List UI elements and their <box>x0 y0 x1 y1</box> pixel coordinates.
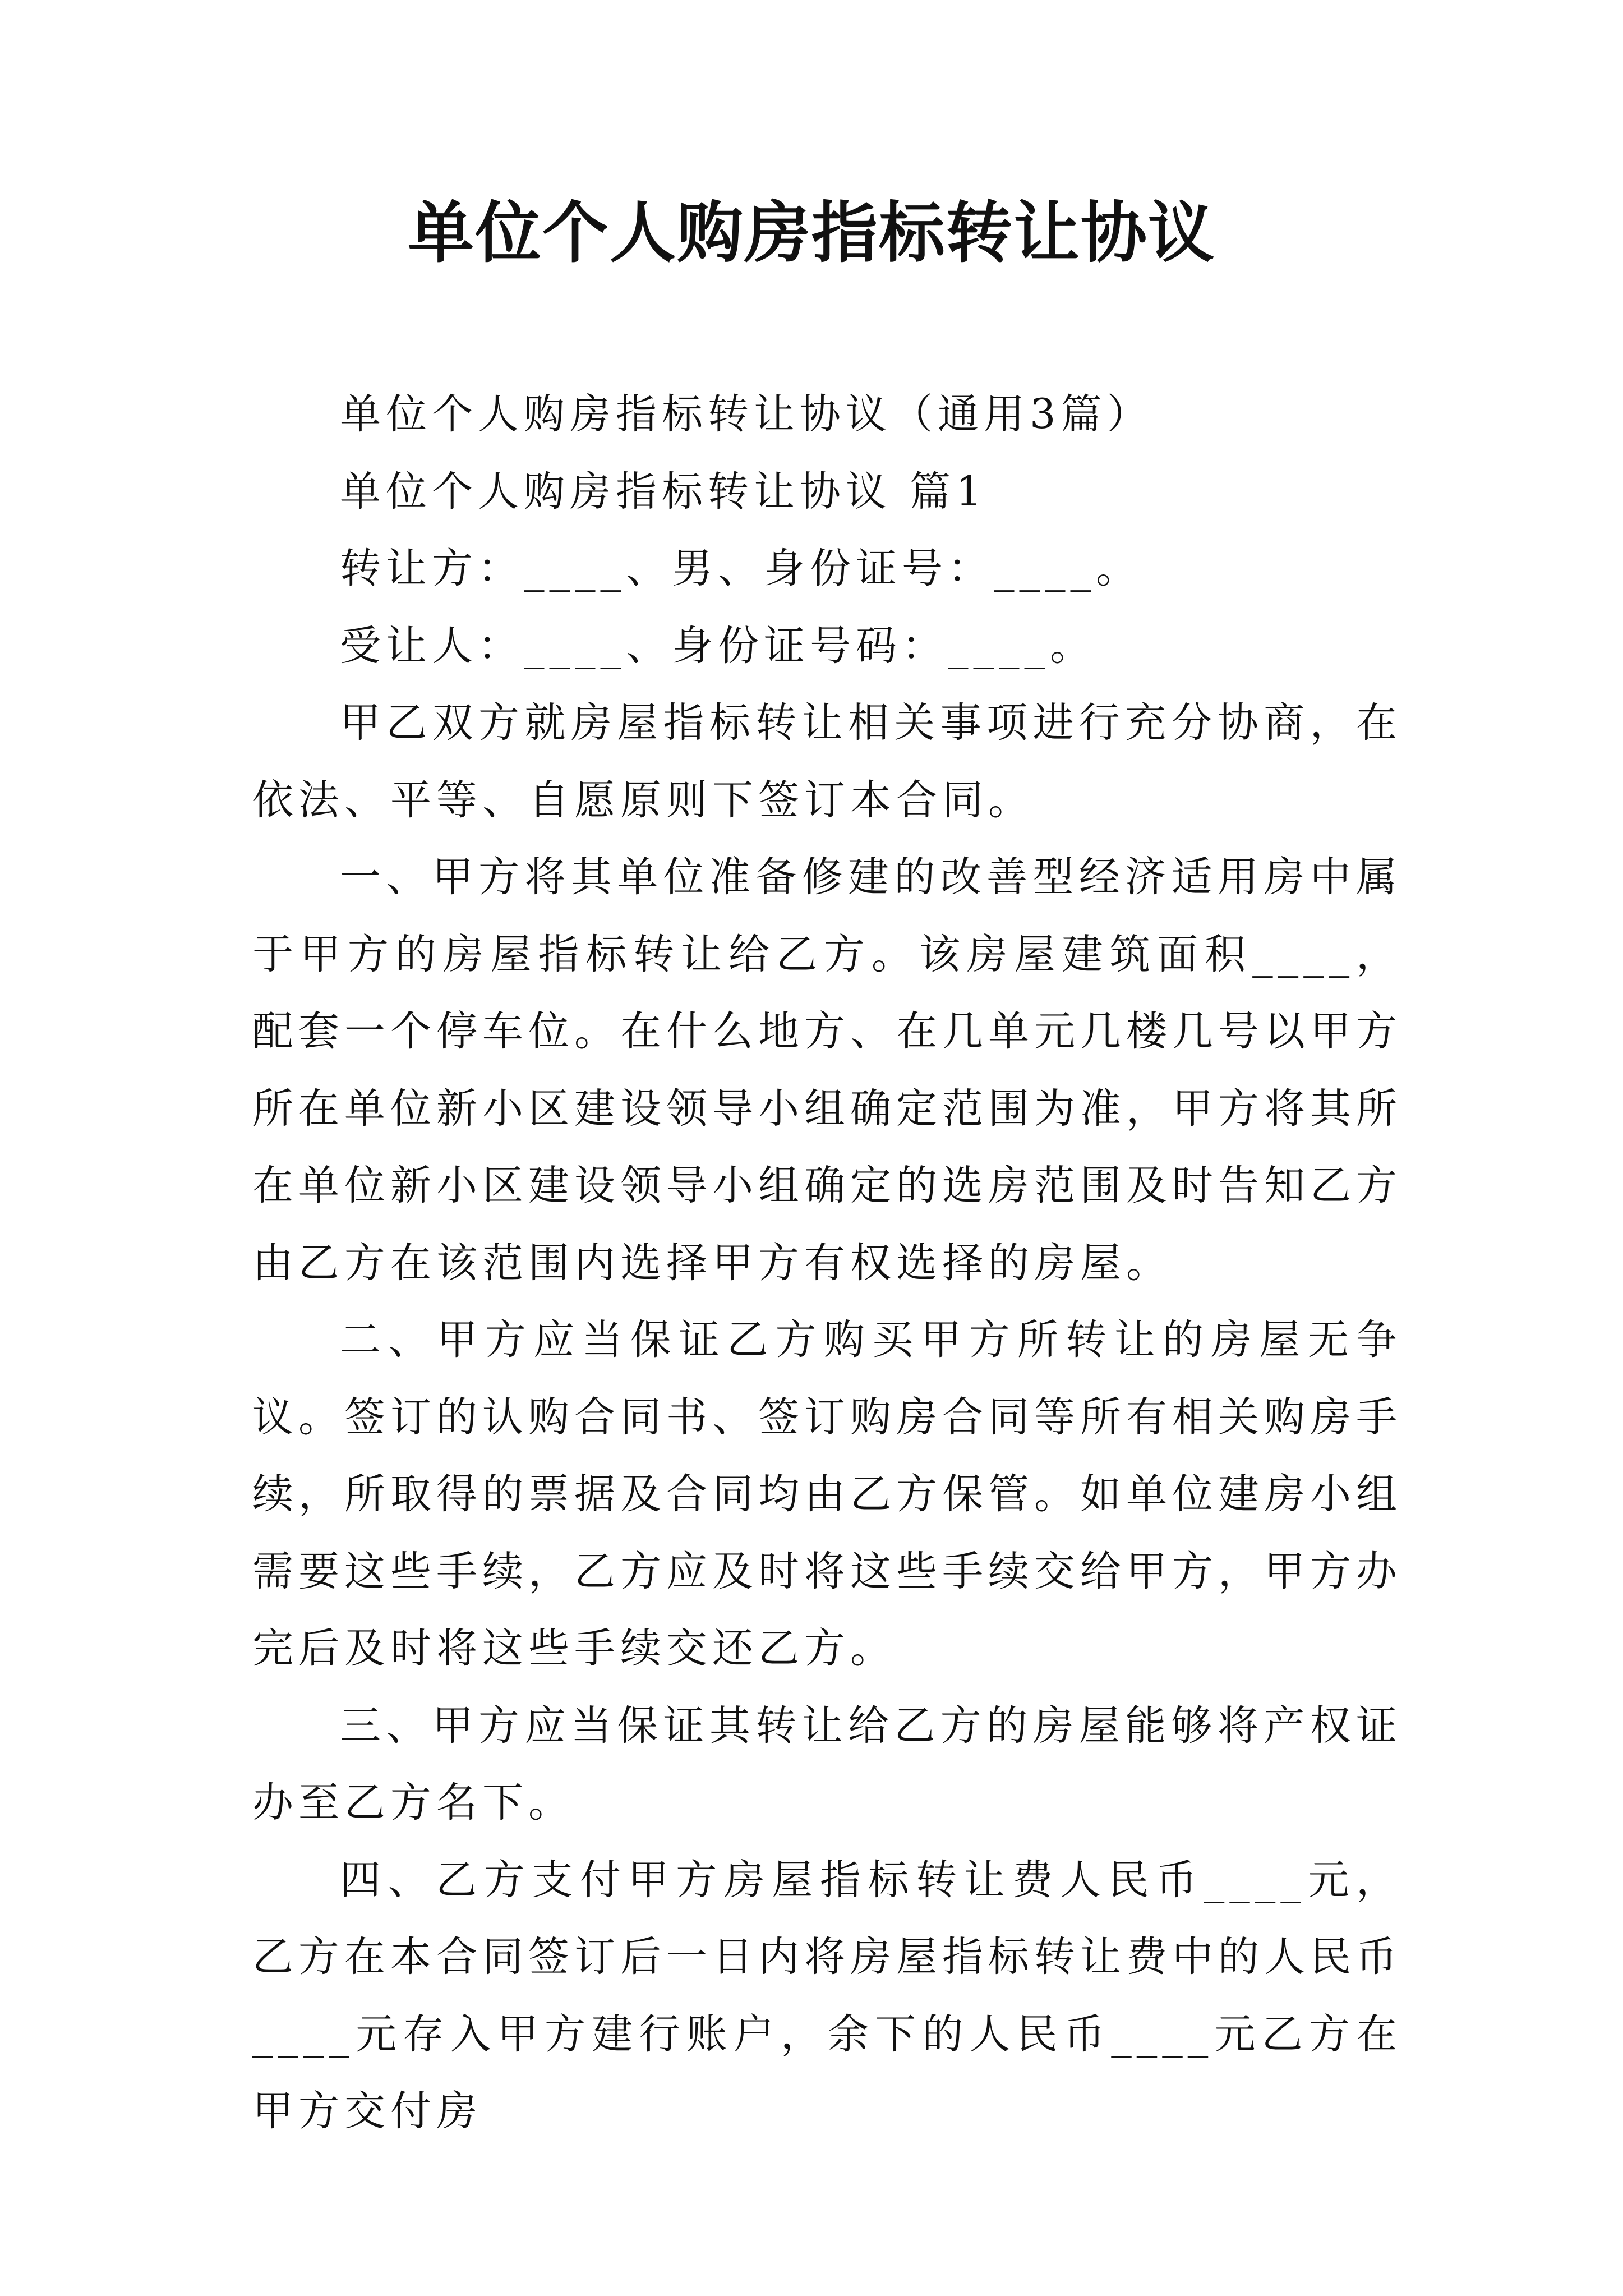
paragraph-section-heading: 单位个人购房指标转让协议 篇1 <box>340 467 987 516</box>
paragraph-transferee: 受让人：____、身份证号码：____。 <box>340 622 1096 670</box>
paragraph-subtitle: 单位个人购房指标转让协议（通用3篇） <box>340 390 1153 438</box>
paragraph-clause-4: 四、乙方支付甲方房屋指标转让费人民币____元，乙方在本合同签订后一日内将房屋指标转让费中的人民币____元存入甲方建行账户，余下的人民币____元乙方在甲方交付房 <box>252 1856 1402 2135</box>
paragraph-clause-1: 一、甲方将其单位准备修建的改善型经济适用房中属于甲方的房屋指标转让给乙方。该房屋建筑面积____，配套一个停车位。在什么地方、在几单元几楼几号以甲方所在单位新小区建设领导小组确定范围为准，甲方将其所在单位新小区建设领导小组确定的选房范围及时告知乙方由乙方在该范围内选择甲方有权选择的房屋。 <box>252 853 1402 1287</box>
document-body <box>252 376 1402 2150</box>
paragraph-clause-2: 二、甲方应当保证乙方购买甲方所转让的房屋无争议。签订的认购合同书、签订购房合同等所有相关购房手续，所取得的票据及合同均由乙方保管。如单位建房小组需要这些手续，乙方应及时将这些手续交给甲方，甲方办完后及时将这些手续交还乙方。 <box>252 1316 1402 1672</box>
paragraph-preamble: 甲乙双方就房屋指标转让相关事项进行充分协商，在依法、平等、自愿原则下签订本合同。 <box>252 699 1402 824</box>
document-title: 单位个人购房指标转让协议 <box>407 194 1215 272</box>
paragraph-clause-3: 三、甲方应当保证其转让给乙方的房屋能够将产权证办至乙方名下。 <box>252 1701 1402 1826</box>
paragraph-transferor: 转让方：____、男、身份证号：____。 <box>340 545 1142 592</box>
